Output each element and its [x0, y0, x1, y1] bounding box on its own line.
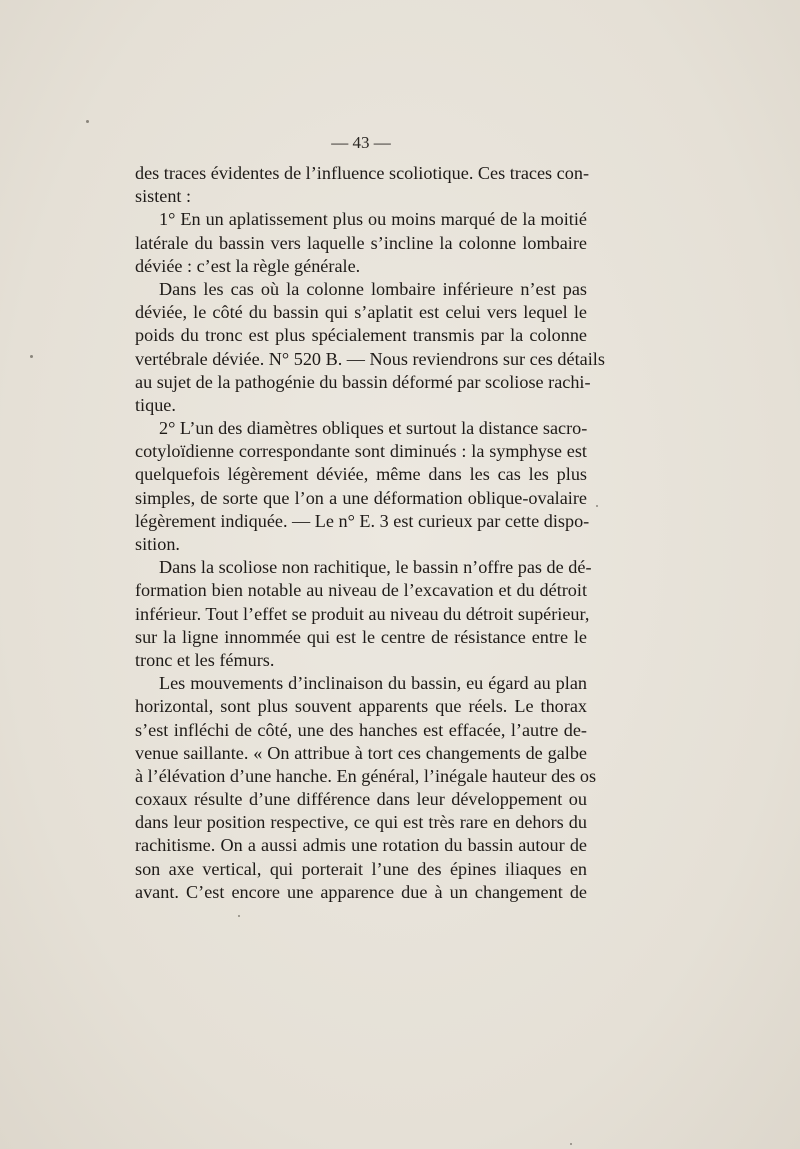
text-line: tique.: [135, 394, 176, 415]
paper-speck: [596, 505, 598, 507]
paper-speck: [86, 120, 89, 123]
text-line: dans leur position respective, ce qui est très rare en dehors du: [135, 812, 587, 833]
text-line: cotyloïdienne correspondante sont diminués : la symphyse est: [135, 441, 587, 462]
paper-speck: [30, 355, 33, 358]
text-line: s’est infléchi de côté, une des hanches est effacée, l’autre de-: [135, 719, 587, 740]
paper-speck: [238, 915, 240, 917]
paper-speck: [570, 1143, 572, 1145]
text-line: Les mouvements d’inclinaison du bassin, eu égard au plan: [159, 673, 587, 694]
text-line: déviée, le côté du bassin qui s’aplatit est celui vers lequel le: [135, 302, 587, 323]
text-line: rachitisme. On a aussi admis une rotation du bassin autour de: [135, 835, 587, 856]
text-line: au sujet de la pathogénie du bassin déformé par scoliose rachi-: [135, 371, 591, 392]
text-line: venue saillante. « On attribue à tort ces changements de galbe: [135, 742, 587, 763]
text-line: simples, de sorte que l’on a une déformation oblique-ovalaire: [135, 487, 587, 508]
text-line: 2° L’un des diamètres obliques et surtout la distance sacro-: [159, 418, 588, 439]
text-line: sistent :: [135, 186, 192, 207]
text-line: inférieur. Tout l’effet se produit au niveau du détroit supérieur,: [135, 603, 590, 624]
text-line: des traces évidentes de l’influence scoliotique. Ces traces con-: [135, 163, 590, 183]
text-line: tronc et les fémurs.: [135, 649, 275, 670]
text-line: 1° En un aplatissement plus ou moins marqué de la moitié: [159, 209, 587, 230]
text-line: latérale du bassin vers laquelle s’incline la colonne lombaire: [135, 232, 587, 253]
text-line: vertébrale déviée. N° 520 B. — Nous reviendrons sur ces détails: [135, 348, 605, 369]
page-number: — 43 —: [331, 133, 391, 152]
text-line: légèrement indiquée. — Le n° E. 3 est curieux par cette dispo-: [135, 510, 590, 531]
body-text: [135, 162, 605, 904]
text-line: sur la ligne innommée qui est le centre de résistance entre le: [135, 626, 587, 647]
text-line: formation bien notable au niveau de l’excavation et du détroit: [135, 580, 587, 601]
text-line: coxaux résulte d’une différence dans leur développement ou: [135, 789, 587, 810]
text-line: poids du tronc est plus spécialement transmis par la colonne: [135, 325, 587, 346]
text-line: sition.: [135, 534, 180, 554]
text-line: déviée : c’est la règle générale.: [135, 255, 361, 276]
text-line: quelquefois légèrement déviée, même dans les cas les plus: [135, 464, 587, 485]
text-line: à l’élévation d’une hanche. En général, l’inégale hauteur des os: [135, 765, 597, 786]
text-line: avant. C’est encore une apparence due à un changement de: [135, 881, 587, 902]
text-line: son axe vertical, qui porterait l’une des épines iliaques en: [135, 858, 587, 879]
text-line: Dans les cas où la colonne lombaire inférieure n’est pas: [159, 278, 587, 299]
text-line: Dans la scoliose non rachitique, le bassin n’offre pas de dé-: [159, 557, 592, 578]
text-line: horizontal, sont plus souvent apparents que réels. Le thorax: [135, 696, 587, 717]
